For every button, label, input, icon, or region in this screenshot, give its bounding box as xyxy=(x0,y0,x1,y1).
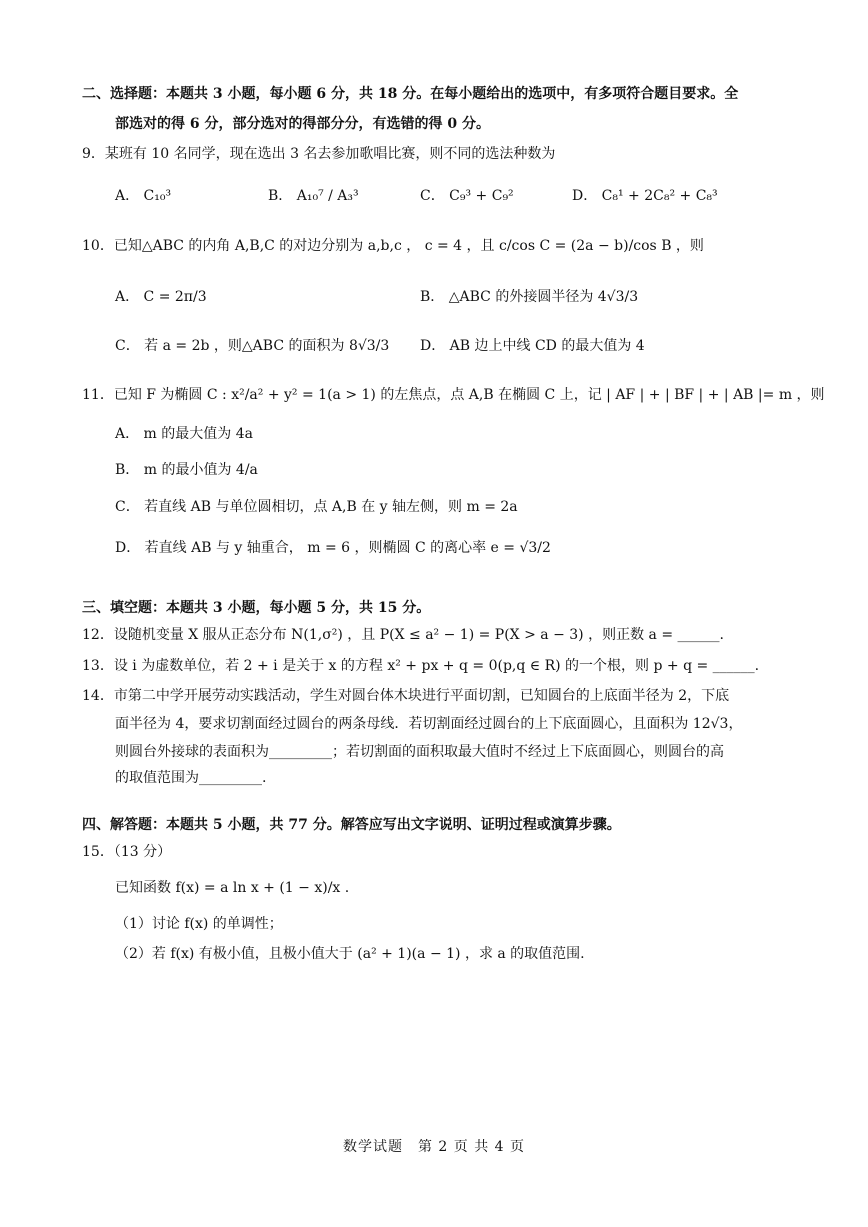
question-10-option-d: D． AB 边上中线 CD 的最大值为 4 xyxy=(420,338,645,354)
section2-header-cont: 部选对的得 6 分，部分选对的得部分分，有选错的得 0 分。 xyxy=(115,116,490,132)
question-10-option-a: A． C = 2π/3 xyxy=(115,289,207,305)
question-11-option-c: C． 若直线 AB 与单位圆相切，点 A,B 在 y 轴左侧，则 m = 2a xyxy=(115,499,518,515)
question-15-part-1: （1）讨论 f(x) 的单调性； xyxy=(115,916,283,932)
question-13: 13．设 i 为虚数单位，若 2 + i 是关于 x 的方程 x² + px + q = 0(p,q ∈ R) 的一个根，则 p + q = ______. xyxy=(82,658,760,674)
question-14-line-4: 的取值范围为_________. xyxy=(115,770,267,786)
question-9-option-b: B． A₁₀⁷ / A₃³ xyxy=(268,188,359,204)
page-footer: 数学试题 第 2 页 共 4 页 xyxy=(342,1139,526,1155)
question-15-title: 15．（13 分） xyxy=(82,844,172,860)
question-11-option-a: A． m 的最大值为 4a xyxy=(115,426,253,442)
question-14-line-1: 14．市第二中学开展劳动实践活动，学生对圆台体木块进行平面切割，已知圆台的上底面半径为 2，下底 xyxy=(82,688,730,704)
question-11-stem: 11．已知 F 为椭圆 C : x²/a² + y² = 1(a > 1) 的左焦点，点 A,B 在椭圆 C 上，记 | AF | + | BF | + | AB |= m ，则 xyxy=(82,387,825,403)
section4-header: 四、解答题：本题共 5 小题，共 77 分。解答应写出文字说明、证明过程或演算步骤。 xyxy=(82,817,621,833)
question-9-option-d: D． C₈¹ + 2C₈² + C₈³ xyxy=(572,188,718,204)
question-10-option-c: C． 若 a = 2b ，则△ABC 的面积为 8√3/3 xyxy=(115,338,390,354)
question-14-line-2: 面半径为 4，要求切割面经过圆台的两条母线．若切割面经过圆台的上下底面圆心，且面积为 12√3， xyxy=(115,716,743,732)
question-9-stem: 9．某班有 10 名同学，现在选出 3 名去参加歌唱比赛，则不同的选法种数为 xyxy=(82,146,556,162)
question-12: 12．设随机变量 X 服从正态分布 N(1,σ²) ，且 P(X ≤ a² − 1) = P(X > a − 3) ，则正数 a = ______. xyxy=(82,627,724,643)
section2-header: 二、选择题：本题共 3 小题，每小题 6 分，共 18 分。在每小题给出的选项中，有多项符合题目要求。全 xyxy=(82,86,739,102)
section3-header: 三、填空题：本题共 3 小题，每小题 5 分，共 15 分。 xyxy=(82,600,431,616)
question-11-option-d: D． 若直线 AB 与 y 轴重合， m = 6 ，则椭圆 C 的离心率 e = √3/2 xyxy=(115,540,551,556)
question-10-option-b: B． △ABC 的外接圆半径为 4√3/3 xyxy=(420,289,639,305)
question-9-option-c: C． C₉³ + C₉² xyxy=(420,188,514,204)
question-15-part-2: （2）若 f(x) 有极小值，且极小值大于 (a² + 1)(a − 1) ，求 a 的取值范围. xyxy=(115,946,585,962)
question-15-given: 已知函数 f(x) = a ln x + (1 − x)/x . xyxy=(115,880,350,896)
question-9-option-a: A． C₁₀³ xyxy=(115,188,172,204)
question-11-option-b: B． m 的最小值为 4/a xyxy=(115,462,258,478)
question-10-stem: 10．已知△ABC 的内角 A,B,C 的对边分别为 a,b,c ， c = 4 ，且 c/cos C = (2a − b)/cos B ，则 xyxy=(82,238,704,254)
question-14-line-3: 则圆台外接球的表面积为_________；若切割面的面积取最大值时不经过上下底面圆心，则圆台的高 xyxy=(115,744,724,760)
